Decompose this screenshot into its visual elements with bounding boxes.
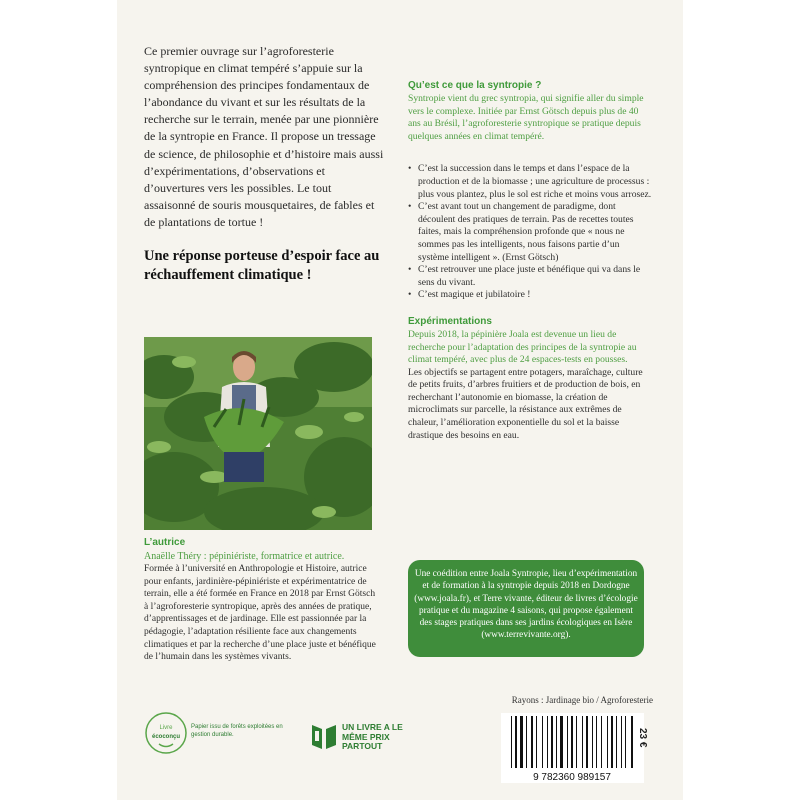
experimentations-title: Expérimentations: [408, 315, 492, 327]
barcode-bar: [571, 716, 573, 768]
author-bio: Formée à l’université en Anthropologie et Histoire, autrice pour enfants, jardinière-pépiniériste et expérimentatrice de terrain, elle a été formée en France en 2018 par Ernst Götsch à l’agroforesterie syntropique, après des années de pratique, d’apprentissages et de jardinage. Elle est passionnée par la pédagogie, l’adaptation résiliente face aux changements climatiques et par la recherche d’une place juste et bénéfique de l’humain dans les systèmes vivants.: [144, 564, 376, 663]
intro-paragraph: Ce premier ouvrage sur l’agroforesterie syntropique en climat tempéré s’appuie sur la compréhension des principes fondamentaux de l’abondance du vivant et sur les résultats de la recherche sur le terrain, menée par une pionnière de la syntropie en France. Il propose un tressage de science, de philosophie et d’histoire mais aussi d’expérimentations, d’observations et d’ouvertures vers les possibles. Le tout assaisonné de souris mousquetaires, de fables et de plantations de tortue !: [144, 44, 384, 229]
book-price-icon: [310, 721, 338, 751]
barcode-bar: [625, 716, 626, 768]
barcode-bar: [611, 716, 613, 768]
price-label: 23 €: [637, 728, 648, 748]
barcode-bar: [586, 716, 588, 768]
bullet-item: • C’est la succession dans le temps et dans l’espace de la production et de la biomasse ; une agriculture de processus : plus vous plantez, plus le sol est riche et moins vous arrosez.: [408, 163, 652, 201]
author-heading: L’autrice: [144, 537, 186, 548]
experimentations-body: Les objectifs se partagent entre potagers, maraîchage, culture de petits fruits, d’arbres fruitiers et de production de bois, en recherchant l’autonomie en biomasse, la création de microclimats sur parcelle, la résistance aux extrêmes de chaleur, l’amélioration exponentielle du sol et la baisse drastique des besoins en eau.: [408, 366, 643, 441]
syntropie-intro: Syntropie vient du grec syntropia, qui signifie aller du simple vers le complexe. Initiée par Ernst Götsch depuis plus de 40 ans au Brésil, l’agroforesterie syntropique se pratique depuis quelques années en climat tempéré.: [408, 93, 644, 142]
syntropie-title: Qu’est ce que la syntropie ?: [408, 80, 542, 91]
barcode-bar: [576, 716, 577, 768]
rayons-label: Rayons : Jardinage bio / Agroforesterie: [511, 695, 653, 705]
bullet-item: • C’est magique et jubilatoire !: [408, 289, 652, 302]
meme-prix-logo: [310, 721, 410, 756]
barcode-bar: [567, 716, 568, 768]
barcode-bar: [616, 716, 617, 768]
left-column: [144, 43, 384, 285]
ecoconcu-icon: [144, 711, 189, 756]
coedition-box: Une coédition entre Joala Syntropie, lieu d’expérimentation et de formation à la syntropie depuis 2018 en Dordogne (www.joala.fr), et Terre vivante, éditeur de livres d’écologie pratique et du magazine 4 saisons, qui propose également des stages pratiques dans ses jardins écologiques en Isère (www.terrevivante.org).: [408, 560, 644, 657]
barcode-bar: [551, 716, 553, 768]
barcode-bar: [542, 716, 543, 768]
experimentations-section: [408, 316, 652, 442]
barcode-bar: [547, 716, 548, 768]
bullet-item: • C’est retrouver une place juste et bénéfique qui va dans le sens du vivant.: [408, 264, 652, 289]
barcode-bar: [607, 716, 608, 768]
barcode-bar: [531, 716, 533, 768]
barcode-bar: [582, 716, 583, 768]
experimentations-intro: Depuis 2018, la pépinière Joala est devenue un lieu de recherche pour l’adaptation des principes de la syntropie au climat tempéré, avec plus de 24 espaces-tests en pousses.: [408, 328, 637, 366]
author-section: [144, 537, 376, 664]
author-photo: [144, 337, 372, 530]
isbn-number: 9 782360 989157: [533, 772, 611, 783]
bullet-item: • C’est avant tout un changement de paradigme, dont découlent des pratiques de terrain. Pas de recettes toutes faites, mais la compréhension profonde que « nous ne sommes pas les intelligents, nous faisons partie d’un système intelligent ». (Ernst Götsch): [408, 201, 652, 264]
livre-ecoconcu-logo: [144, 711, 294, 756]
barcode-bar: [526, 716, 527, 768]
right-column: [408, 80, 652, 442]
headline: Une réponse porteuse d’espoir face au réchauffement climatique !: [144, 248, 380, 284]
ecoconcu-text: Papier issu de forêts exploitées en gestion durable.: [191, 724, 283, 738]
ecoconcu-word1: Livre: [159, 725, 173, 731]
barcode-bar: [592, 716, 593, 768]
meme-prix-text: UN LIVRE A LE MÊME PRIX PARTOUT: [342, 722, 403, 751]
ecoconcu-word2: écoconçu: [151, 734, 181, 740]
book-back-cover: [117, 0, 683, 800]
barcode-bar: [560, 716, 563, 768]
barcode-bar: [511, 716, 512, 768]
barcode-bar: [556, 716, 557, 768]
barcode-bar: [515, 716, 517, 768]
barcode-bar: [596, 716, 597, 768]
author-role: Anaëlle Théry : pépiniériste, formatrice et autrice.: [144, 551, 345, 562]
barcode-bar: [520, 716, 523, 768]
barcode-bar: [601, 716, 602, 768]
syntropie-bullets: [408, 163, 652, 302]
barcode-bar: [621, 716, 622, 768]
barcode-bar: [536, 716, 537, 768]
barcode: [501, 713, 644, 783]
barcode-bar: [631, 716, 633, 768]
